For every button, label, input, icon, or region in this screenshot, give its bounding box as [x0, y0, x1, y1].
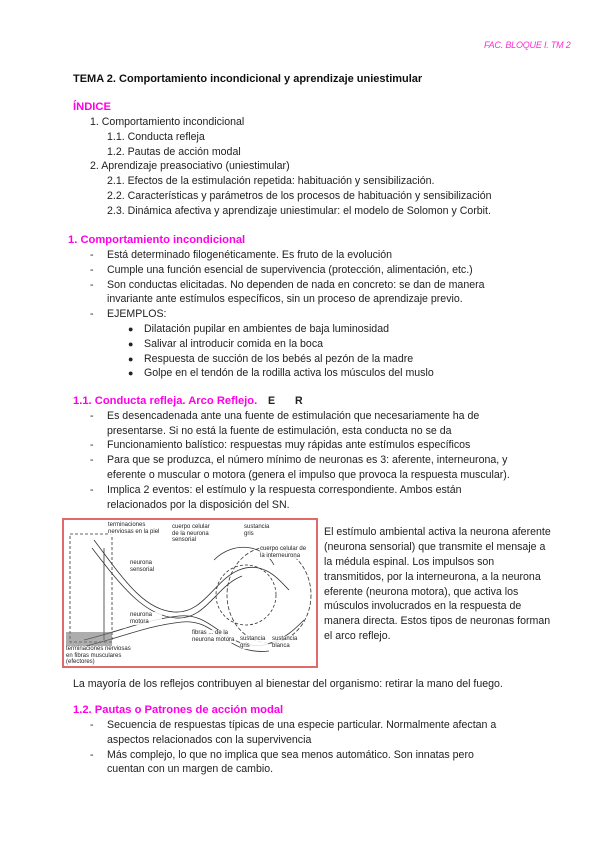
page-title: TEMA 2. Comportamiento incondicional y aprendizaje uniestimular: [73, 73, 423, 85]
figure-label: neurona sensorial: [130, 560, 162, 573]
bullet: Implica 2 eventos: el estímulo y la respuesta correspondiente. Ambos están relacionados por la disposición del SN.: [107, 483, 462, 511]
bullet: Son conductas elicitadas. No dependen de nada en concreto: se dan de manera invariante ante estímulos específicos, sin un proceso de aprendizaje previo.: [107, 278, 485, 306]
bullet: Secuencia de respuestas típicas de una especie particular. Normalmente afectan a aspectos relacionados con la supervivencia: [107, 718, 497, 746]
bullet: Es desencadenada ante una fuente de estimulación que necesariamente ha de presentarse. Si no está la fuente de estimulación, esta conducta no se da: [107, 409, 480, 437]
index-item: 2.1. Efectos de la estimulación repetida: habituación y sensibilización.: [107, 175, 435, 187]
section-1-bullets: - Está determinado filogenéticamente. Es fruto de la evolución - Cumple una función esencial de supervivencia (protección, alimentación, etc.) - Son conductas elicitadas. No dependen de nada en concreto: se dan de manera invariante ante estímulos específicos, sin un proceso de aprendizaje previo. - EJEMPLOS: ● Dilatación pupilar en ambientes de baja luminosidad ● Salivar al introducir comida en la boca ● Respuesta de succión de los bebés al pezón de la madre ● Golpe en el tendón de la rodilla activa los músculos del muslo: [90, 249, 485, 380]
reflex-note: La mayoría de los reflejos contribuyen al bienestar del organismo: retirar la mano del fuego.: [73, 678, 503, 691]
index-heading: ÍNDICE: [73, 101, 111, 113]
index-item: 1. Comportamiento incondicional: [90, 116, 245, 128]
bullet: Funcionamiento balístico: respuestas muy rápidas ante estímulos específicos: [107, 439, 471, 452]
stimulus-label: E: [268, 395, 276, 407]
figure-label: neurona motora: [130, 612, 162, 625]
index-item: 2. Aprendizaje preasociativo (uniestimular): [90, 160, 290, 172]
figure-row: [66, 518, 563, 668]
index-item: 2.3. Dinámica afectiva y aprendizaje uniestimular: el modelo de Solomon y Corbit.: [107, 205, 491, 217]
example-item: Salivar al introducir comida en la boca: [144, 337, 324, 350]
bullet: Más complejo, lo que no implica que sea menos automático. Son innatas pero cuentan con un margen de cambio.: [107, 748, 474, 776]
bullet: EJEMPLOS:: [107, 308, 167, 321]
reflex-arc-figure: [62, 518, 318, 668]
reflex-section-flow: 1.1. Conducta refleja. Arco Reflejo. E R - Es desencadenada ante una fuente de estimulación que necesariamente ha de presentarse. Si no está la fuente de estimulación, esta conducta no se da - Funcionamiento balístico: respuestas muy rápidas ante estímulos específicos - Para que se produzca, el número mínimo de neuronas es 3: aferente, interneurona, y eferente o muscular o motora (genera el impulso que provoca la respuesta muscular). - Implica 2 eventos: el estímulo y la respuesta correspondiente. Ambos están relacionados por la disposición del SN. terminaciones nerviosas en la piel cuerpo celular de la neurona sensorial sustancia gris cuerpo celular de la interneurona neurona sensorial neurona motora fibras ... de la neurona motora sustancia gris sustancia blanca terminaciones nerviosas en fibras musculares (efectores) El estímulo ambiental activa la neurona aferente (neurona sensorial) que transmite el mensaje a la médula espinal. Los impulsos son transmitidos, por la interneurona, a la neurona eferente (neurona motora), que activa los músculos involucrados en la respuesta de manera directa. Estos tipos de neuronas forman el arco reflejo. La mayoría de los reflejos contribuyen al bienestar del organismo: retirar la mano del fuego. 1.2. Pautas o Patrones de acción modal - Secuencia de respuestas típicas de una especie particular. Normalmente afectan a aspectos relacionados con la supervivencia - Más complejo, lo que no implica que sea menos automático. Son innatas pero cuentan con un margen de cambio.: [73, 394, 563, 777]
figure-label: sustancia gris: [244, 524, 272, 537]
figure-label: sustancia blanca: [272, 636, 306, 649]
bullet: Cumple una función esencial de supervivencia (protección, alimentación, etc.): [107, 263, 473, 276]
bullet: Está determinado filogenéticamente. Es fruto de la evolución: [107, 249, 393, 261]
bullet: Para que se produzca, el número mínimo de neuronas es 3: aferente, interneurona, y eferente o muscular o motora (genera el impulso que provoca la respuesta muscular).: [107, 454, 510, 481]
figure-label: sustancia gris: [240, 636, 268, 649]
example-item: Golpe en el tendón de la rodilla activa los músculos del muslo: [144, 367, 434, 380]
figure-caption: El estímulo ambiental activa la neurona aferente (neurona sensorial) que transmite el mensaje a la médula espinal. Los impulsos son transmitidos, por la interneurona, a la neurona eferente (neurona motora), que activa los músculos involucrados en la respuesta de manera directa. Estos tipos de neuronas forman el arco reflejo.: [324, 526, 551, 642]
figure-label: terminaciones nerviosas en fibras musculares (efectores): [66, 646, 136, 666]
figure-label: cuerpo celular de la interneurona: [260, 546, 310, 559]
response-label: R: [295, 395, 303, 407]
index-item: 2.2. Características y parámetros de los procesos de habituación y sensibilización: [107, 190, 492, 202]
section-1-1-heading: 1.1. Conducta refleja. Arco Reflejo.: [73, 395, 258, 407]
example-item: Respuesta de succión de los bebés al pezón de la madre: [144, 352, 414, 365]
index-item: 1.1. Conducta refleja: [107, 131, 205, 143]
figure-label: cuerpo celular de la neurona sensorial: [172, 524, 218, 544]
example-item: Dilatación pupilar en ambientes de baja luminosidad: [144, 322, 389, 335]
section-1-2-heading: 1.2. Pautas o Patrones de acción modal: [73, 704, 284, 717]
figure-label: fibras ... de la neurona motora: [192, 630, 235, 643]
header-tag: FAC. BLOQUE I. TM 2: [484, 40, 571, 50]
section-1-heading: 1. Comportamiento incondicional: [68, 234, 246, 246]
figure-label: terminaciones nerviosas en la piel: [108, 522, 168, 535]
index-item: 1.2. Pautas de acción modal: [107, 146, 241, 158]
